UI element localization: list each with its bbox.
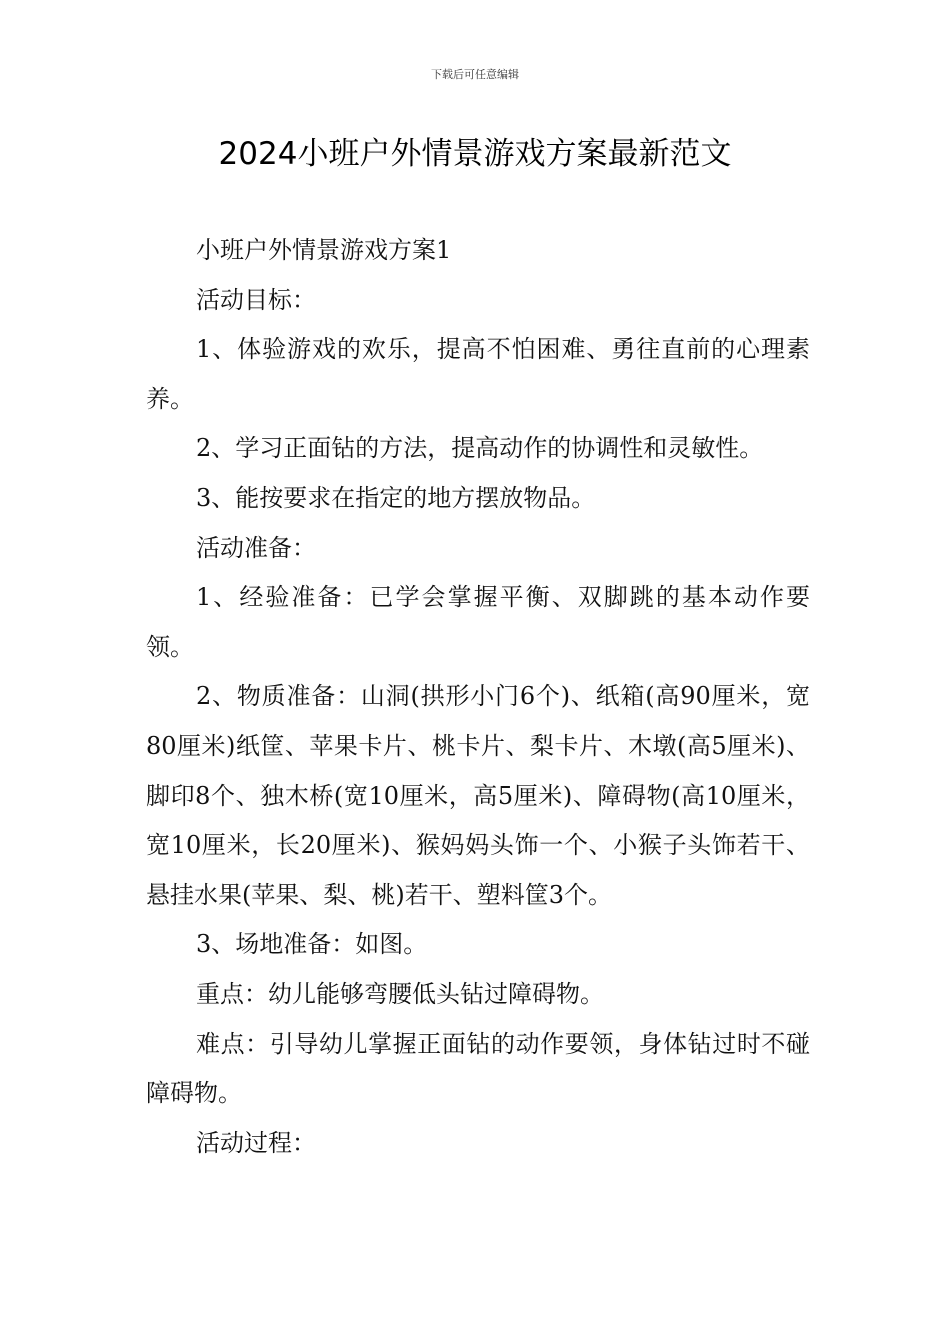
section-heading: 小班户外情景游戏方案1 [196, 236, 452, 264]
paragraph: 2、物质准备：山洞(拱形小门6个)、纸箱(高90厘米，宽80厘米)纸筐、苹果卡片、桃卡片、梨卡片、木墩(高5厘米)、脚印8个、独木桥(宽10厘米，高5厘米)、障碍物(高10厘米，宽10厘米，长20厘米)、猴妈妈头饰一个、小猴子头饰若干、悬挂水果(苹果、梨、桃)若干、塑料筐3个。 [146, 682, 810, 909]
paragraph-difficulty: 难点：引导幼儿掌握正面钻的动作要领，身体钻过时不碰障碍物。 [146, 1029, 810, 1108]
paragraph: 3、能按要求在指定的地方摆放物品。 [196, 483, 596, 512]
document-body [146, 226, 810, 1168]
page-header-note: 下载后可任意编辑 [431, 68, 519, 81]
paragraph: 2、学习正面钻的方法，提高动作的协调性和灵敏性。 [196, 434, 764, 463]
subheading-goals: 活动目标： [196, 285, 316, 314]
subheading-preparation: 活动准备： [196, 533, 316, 562]
paragraph-key-point: 重点：幼儿能够弯腰低头钻过障碍物。 [196, 979, 604, 1008]
paragraph: 1、体验游戏的欢乐，提高不怕困难、勇往直前的心理素养。 [146, 335, 810, 413]
subheading-process: 活动过程： [196, 1128, 316, 1157]
paragraph: 3、场地准备：如图。 [196, 930, 428, 959]
document-title: 2024小班户外情景游戏方案最新范文 [218, 136, 732, 172]
paragraph: 1、经验准备：已学会掌握平衡、双脚跳的基本动作要领。 [146, 583, 810, 661]
